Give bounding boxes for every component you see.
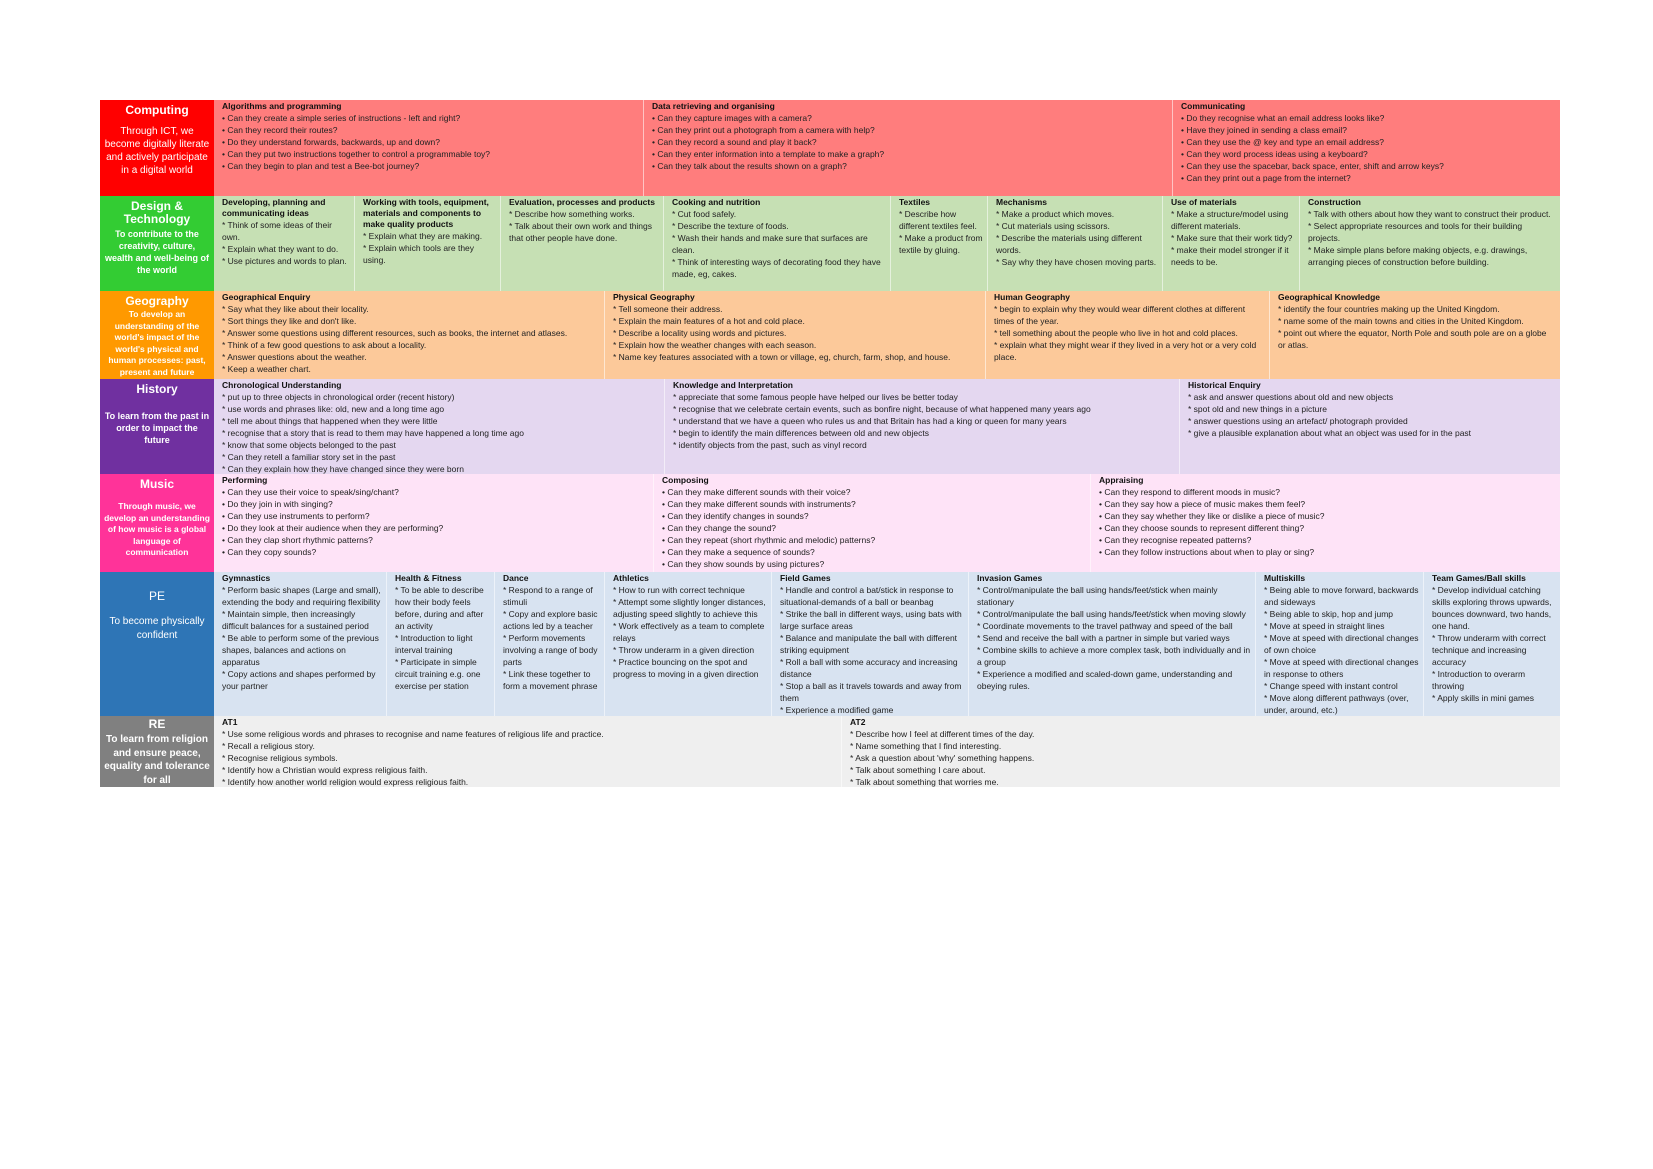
row-computing — [100, 100, 1560, 196]
col-textiles — [890, 196, 987, 291]
list-item: • Can they use the @ key and type an email address? — [1181, 137, 1384, 147]
list-item: • Can they enter information into a template to make a graph? — [652, 149, 885, 159]
col-geographical-knowledge — [1269, 291, 1560, 379]
list-item: * Answer some questions using different resources, such as books, the internet and atlases. — [222, 328, 568, 338]
list-item: * know that some objects belonged to the past — [222, 440, 396, 450]
col-body: * Explain what they are making. * Explain which tools are they using. — [363, 231, 483, 265]
subject-aim: Through ICT, we become digitally literate and actively participate in a digital world — [104, 126, 210, 176]
list-item: * tell me about things that happened when they were little — [222, 416, 438, 426]
list-item: * give a plausible explanation about what an object was used for in the past — [1188, 428, 1472, 438]
col-geographical-enquiry — [214, 291, 604, 379]
col-body: * Control/manipulate the ball using hands/feet/stick when mainly stationary * Control/manipulate the ball using hands/feet/stick when moving slowly * Coordinate movements to the travel pathway and speed of the ball * Send and receive the ball with a partner in simple but varied ways * Combine skills to achieve a more complex task, both individually and in a group * Experience a modified and scaled-down game, understanding and obeying rules. — [977, 585, 1251, 691]
col-use-of-materials — [1162, 196, 1299, 291]
list-item: * use words and phrases like: old, new and a long time ago — [222, 404, 445, 414]
list-item: * Think of a few good questions to ask about a locality. — [222, 340, 427, 350]
col-heading: Team Games/Ball skills — [1432, 573, 1526, 583]
list-item: • Can they recognise repeated patterns? — [1099, 535, 1252, 545]
col-body: * Talk with others about how they want to construct their product. * Select appropriate resources and tools for their building projects. * Make simple plans before making objects, e.g. drawings, arranging pieces of construction before building. — [1308, 209, 1551, 267]
row-geography — [100, 291, 1560, 379]
list-item: * recognise that we celebrate certain events, such as bonfire night, because of what happened many years ago — [673, 404, 1091, 414]
col-health-fitness — [386, 572, 494, 716]
col-physical-geography — [604, 291, 985, 379]
list-item: * Describe a locality using words and pictures. — [613, 328, 787, 338]
list-item: • Can they respond to different moods in music? — [1099, 487, 1280, 497]
col-heading: Invasion Games — [977, 573, 1043, 583]
subject-aim: To learn from the past in order to impact the future — [104, 411, 210, 445]
col-body: * Think of some ideas of their own. * Explain what they want to do. * Use pictures and words to plan. — [222, 220, 347, 266]
col-cooking-nutrition — [663, 196, 890, 291]
col-heading: Use of materials — [1171, 197, 1237, 207]
subject-aim: To learn from religion and ensure peace, equality and tolerance for all — [104, 734, 210, 786]
list-item: • Can they record their routes? — [222, 125, 338, 135]
col-data-retrieving — [643, 100, 1172, 196]
subject-history — [100, 379, 214, 474]
list-item: * Use some religious words and phrases to recognise and name features of religious life and practice. — [222, 729, 604, 739]
col-body: * Handle and control a bat/stick in response to situational-demands of a ball or beanbag * Strike the ball in different ways, using bats with large surface areas * Balance and manipulate the ball with different striking equipment * Roll a ball with some accuracy and increasing distance * Stop a ball as it travels towards and away from them * Experience a modified game — [780, 585, 962, 715]
col-appraising — [1090, 474, 1560, 572]
col-field-games — [771, 572, 968, 716]
list-item: • Can they capture images with a camera? — [652, 113, 812, 123]
list-item: * Identify how another world religion would express religious faith. — [222, 777, 469, 787]
col-working-with-tools — [354, 196, 500, 291]
list-item: * Explain the main features of a hot and cold place. — [613, 316, 805, 326]
subject-music — [100, 474, 214, 572]
list-item: * Can they retell a familiar story set in the past — [222, 452, 396, 462]
col-multiskills — [1255, 572, 1423, 716]
subject-aim: To contribute to the creativity, culture, wealth and well-being of the world — [104, 229, 209, 275]
list-item: * Keep a weather chart. — [222, 364, 311, 374]
list-item: • Can they copy sounds? — [222, 547, 317, 557]
list-item: • Can they choose sounds to represent different thing? — [1099, 523, 1305, 533]
col-heading: Athletics — [613, 573, 649, 583]
list-item: • Can they use the spacebar, back space, enter, shift and arrow keys? — [1181, 161, 1444, 171]
list-item: • Do they look at their audience when they are performing? — [222, 523, 444, 533]
col-dance — [494, 572, 604, 716]
list-item: * Talk about something I care about. — [850, 765, 986, 775]
col-body: * identify the four countries making up the United Kingdom. * name some of the main towns and cities in the United Kingdom. * point out where the equator, North Pole and south pole are on a globe or atlas. — [1278, 304, 1547, 350]
col-composing — [653, 474, 1090, 572]
list-item: • Can they begin to plan and test a Bee-bot journey? — [222, 161, 420, 171]
list-item: • Can they use instruments to perform? — [222, 511, 370, 521]
col-heading: Evaluation, processes and products — [509, 197, 655, 207]
content-geography — [214, 291, 1560, 379]
row-music — [100, 474, 1560, 572]
col-body: * Make a product which moves. * Cut materials using scissors. * Describe the materials using different words. * Say why they have chosen moving parts. — [996, 209, 1157, 267]
col-athletics — [604, 572, 771, 716]
col-evaluation — [500, 196, 663, 291]
col-body: * How to run with correct technique * Attempt some slightly longer distances, adjusting speed slightly to achieve this * Work effectively as a team to complete relays * Throw underarm in a given direction * Practice bouncing on the spot and progress to moving in a given direction — [613, 585, 766, 679]
list-item: • Do they join in with singing? — [222, 499, 333, 509]
col-construction — [1299, 196, 1560, 291]
content-pe — [214, 572, 1560, 716]
col-body: * Describe how different textiles feel. * Make a product from textile by gluing. — [899, 209, 983, 255]
subject-name: History — [136, 382, 178, 396]
list-item: * Can they explain how they have changed since they were born — [222, 464, 464, 474]
col-heading: Dance — [503, 573, 529, 583]
col-heading: Gymnastics — [222, 573, 271, 583]
col-algorithms-programming — [214, 100, 643, 196]
col-body: * Develop individual catching skills exploring throws upwards, bounces downward, two hands, one hand. * Throw underarm with correct technique and increasing accuracy * Introduction to overarm throwing * Apply skills in mini games — [1432, 585, 1552, 703]
list-item: * Recognise religious symbols. — [222, 753, 338, 763]
list-item: • Can they follow instructions about when to play or sing? — [1099, 547, 1315, 557]
col-heading: Construction — [1308, 197, 1361, 207]
content-music — [214, 474, 1560, 572]
subject-geography — [100, 291, 214, 379]
list-item: * answer questions using an artefact/ photograph provided — [1188, 416, 1408, 426]
row-history — [100, 379, 1560, 474]
subject-aim: To develop an understanding of the world's impact of the world's physical and human processes: past, present and future — [108, 309, 206, 377]
col-heading: Knowledge and Interpretation — [673, 380, 793, 390]
subject-name: Design & Technology — [123, 199, 191, 226]
list-item: * ask and answer questions about old and new objects — [1188, 392, 1394, 402]
list-item: • Can they say whether they like or dislike a piece of music? — [1099, 511, 1325, 521]
curriculum-grid — [100, 100, 1560, 787]
col-heading: Data retrieving and organising — [652, 101, 775, 111]
col-heading: Cooking and nutrition — [672, 197, 761, 207]
list-item: • Can they print out a page from the internet? — [1181, 173, 1351, 183]
subject-name: Music — [139, 477, 174, 491]
col-body: * To be able to describe how their body feels before, during and after an activity * Introduction to light interval training * Participate in simple circuit training e.g. one exercise per station — [395, 585, 484, 691]
row-re — [100, 716, 1560, 787]
col-body: * Cut food safely. * Describe the texture of foods. * Wash their hands and make sure that surfaces are clean. * Think of interesting ways of decorating food they have made, eg, cakes. — [672, 209, 881, 279]
list-item: • Do they understand forwards, backwards, up and down? — [222, 137, 440, 147]
col-heading: Human Geography — [994, 292, 1071, 302]
list-item: • Can they make different sounds with instruments? — [662, 499, 856, 509]
list-item: * Say what they like about their locality. — [222, 304, 369, 314]
col-body: * Respond to a range of stimuli * Copy and explore basic actions led by a teacher * Perform movements involving a range of body parts * Link these together to form a movement phrase — [503, 585, 598, 691]
list-item: • Can they change the sound? — [662, 523, 777, 533]
subject-design-technology — [100, 196, 214, 291]
row-design-technology — [100, 196, 1560, 291]
col-heading: Historical Enquiry — [1188, 380, 1261, 390]
list-item: • Can they clap short rhythmic patterns? — [222, 535, 373, 545]
col-heading: Textiles — [899, 197, 931, 207]
list-item: • Can they repeat (short rhythmic and melodic) patterns? — [662, 535, 876, 545]
list-item: • Can they put two instructions together to control a programmable toy? — [222, 149, 491, 159]
list-item: * Sort things they like and don't like. — [222, 316, 357, 326]
list-item: * Explain how the weather changes with each season. — [613, 340, 817, 350]
col-at1 — [214, 716, 841, 787]
col-communicating — [1172, 100, 1560, 196]
col-team-games — [1423, 572, 1560, 716]
col-knowledge-interpretation — [664, 379, 1179, 474]
col-heading: Algorithms and programming — [222, 101, 342, 111]
col-heading: Communicating — [1181, 101, 1246, 111]
col-body: * Being able to move forward, backwards and sideways * Being able to skip, hop and jump * Move at speed in straight lines * Move at speed with directional changes of own choice * Move at speed with directional changes in response to others * Change speed with instant control * Move along different pathways (over, under, around, etc.) — [1264, 585, 1419, 715]
col-body: * Make a structure/model using different materials. * Make sure that their work tidy? * make their model stronger if it needs to be. — [1171, 209, 1293, 267]
col-heading: Working with tools, equipment, materials and components to make quality products — [363, 197, 489, 229]
col-heading: Health & Fitness — [395, 573, 462, 583]
list-item: • Can they print out a photograph from a camera with help? — [652, 125, 875, 135]
content-history — [214, 379, 1560, 474]
list-item: * Tell someone their address. — [613, 304, 723, 314]
col-heading: Performing — [222, 475, 268, 485]
col-performing — [214, 474, 653, 572]
col-historical-enquiry — [1179, 379, 1560, 474]
list-item: • Can they make a sequence of sounds? — [662, 547, 815, 557]
list-item: • Can they create a simple series of instructions - left and right? — [222, 113, 461, 123]
list-item: * Recall a religious story. — [222, 741, 315, 751]
col-gymnastics — [214, 572, 386, 716]
col-body: * Perform basic shapes (Large and small), extending the body and requiring flexibility * Maintain simple, then increasingly difficult balances for a sustained period * Be able to perform some of the previous shapes, balances and actions on apparatus * Copy actions and shapes performed by your partner — [222, 585, 381, 691]
col-body: * Describe how something works. * Talk about their own work and things that other people have done. — [509, 209, 653, 243]
list-item: * Talk about something that worries me. — [850, 777, 999, 787]
list-item: • Do they recognise what an email address looks like? — [1181, 113, 1385, 123]
content-computing — [214, 100, 1560, 196]
list-item: • Can they show sounds by using pictures? — [662, 559, 825, 569]
col-chronological-understanding — [214, 379, 664, 474]
list-item: * appreciate that some famous people have helped our lives be better today — [673, 392, 958, 402]
list-item: • Can they word process ideas using a keyboard? — [1181, 149, 1368, 159]
list-item: * Name key features associated with a town or village, eg, church, farm, shop, and house. — [613, 352, 951, 362]
list-item: * identify objects from the past, such as vinyl record — [673, 440, 867, 450]
subject-name: Geography — [125, 294, 189, 308]
subject-name: RE — [148, 717, 166, 731]
col-developing-planning — [214, 196, 354, 291]
col-heading: Appraising — [1099, 475, 1144, 485]
col-heading: Composing — [662, 475, 709, 485]
list-item: * Name something that I find interesting. — [850, 741, 1002, 751]
content-re — [214, 716, 1560, 787]
list-item: • Can they talk about the results shown on a graph? — [652, 161, 847, 171]
col-heading: Field Games — [780, 573, 831, 583]
subject-re — [100, 716, 214, 787]
list-item: • Have they joined in sending a class email? — [1181, 125, 1347, 135]
col-heading: Chronological Understanding — [222, 380, 342, 390]
list-item: • Can they say how a piece of music makes them feel? — [1099, 499, 1306, 509]
list-item: * recognise that a story that is read to them may have happened a long time ago — [222, 428, 524, 438]
col-heading: Geographical Knowledge — [1278, 292, 1381, 302]
list-item: * Describe how I feel at different times of the day. — [850, 729, 1035, 739]
col-human-geography — [985, 291, 1269, 379]
col-heading: AT1 — [222, 717, 238, 727]
list-item: * Ask a question about 'why' something happens. — [850, 753, 1035, 763]
col-mechanisms — [987, 196, 1162, 291]
list-item: * understand that we have a queen who rules us and that Britain has had a king or queen for many years — [673, 416, 1067, 426]
list-item: * Identify how a Christian would express religious faith. — [222, 765, 428, 775]
list-item: • Can they record a sound and play it back? — [652, 137, 817, 147]
subject-computing — [100, 100, 214, 196]
list-item: * spot old and new things in a picture — [1188, 404, 1327, 414]
col-heading: Geographical Enquiry — [222, 292, 311, 302]
col-heading: AT2 — [850, 717, 866, 727]
list-item: • Can they make different sounds with their voice? — [662, 487, 851, 497]
col-heading: Developing, planning and communicating ideas — [222, 197, 326, 218]
col-invasion-games — [968, 572, 1255, 716]
list-item: * Answer questions about the weather. — [222, 352, 367, 362]
subject-pe — [100, 572, 214, 716]
list-item: * put up to three objects in chronological order (recent history) — [222, 392, 455, 402]
subject-name: PE — [148, 589, 165, 603]
subject-aim: To become physically confident — [109, 616, 205, 641]
list-item: • Can they use their voice to speak/sing/chant? — [222, 487, 399, 497]
subject-aim: Through music, we develop an understanding of how music is a global language of communication — [104, 501, 210, 557]
content-design-technology — [214, 196, 1560, 291]
row-pe — [100, 572, 1560, 716]
subject-name: Computing — [125, 103, 189, 117]
col-heading: Mechanisms — [996, 197, 1048, 207]
col-heading: Physical Geography — [613, 292, 695, 302]
col-heading: Multiskills — [1264, 573, 1306, 583]
col-body: * begin to explain why they would wear different clothes at different times of the year. * tell something about the people who live in hot and cold places. * explain what they might wear if they lived in a very hot or a very cold place. — [994, 304, 1257, 362]
list-item: * begin to identify the main differences between old and new objects — [673, 428, 929, 438]
col-at2 — [841, 716, 1560, 787]
list-item: • Can they identify changes in sounds? — [662, 511, 809, 521]
